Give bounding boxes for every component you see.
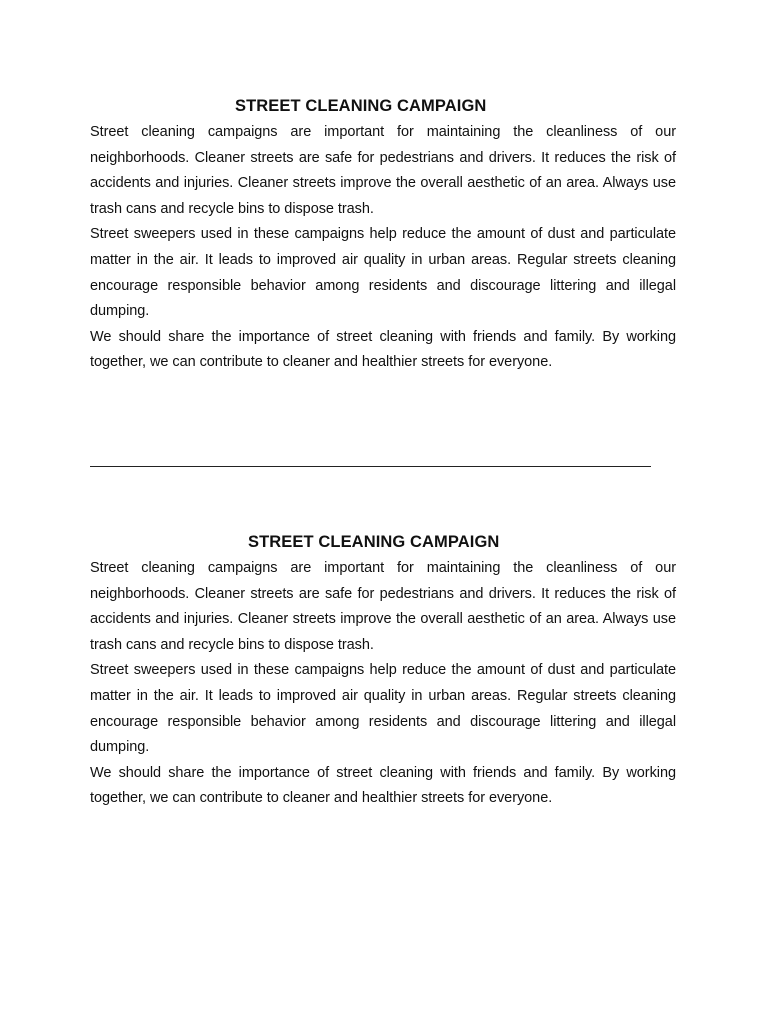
campaign-section-1 — [90, 92, 676, 376]
paragraph-1: Street cleaning campaigns are important for maintaining the cleanliness of our neighborhoods. Cleaner streets are safe for pedestrians and drivers. It reduces the risk of accidents and injuries. Cleaner streets improve the overall aesthetic of an area. Always use trash cans and recycle bins to dispose trash. — [90, 124, 676, 217]
campaign-section-2 — [90, 528, 676, 812]
paragraph-3: We should share the importance of street cleaning with friends and family. By working together, we can contribute to cleaner and healthier streets for everyone. — [90, 764, 676, 807]
paragraph-1: Street cleaning campaigns are important for maintaining the cleanliness of our neighborhoods. Cleaner streets are safe for pedestrians and drivers. It reduces the risk of accidents and injuries. Cleaner streets improve the overall aesthetic of an area. Always use trash cans and recycle bins to dispose trash. — [90, 560, 676, 653]
paragraph-2: Street sweepers used in these campaigns help reduce the amount of dust and particulate matter in the air. It leads to improved air quality in urban areas. Regular streets cleaning encourage responsible behavior among residents and discourage littering and illegal dumping. — [90, 226, 676, 320]
section-title: STREET CLEANING CAMPAIGN — [235, 97, 487, 115]
divider-line — [90, 466, 651, 467]
paragraph-3: We should share the importance of street cleaning with friends and family. By working together, we can contribute to cleaner and healthier streets for everyone. — [90, 328, 676, 371]
paragraph-2: Street sweepers used in these campaigns help reduce the amount of dust and particulate matter in the air. It leads to improved air quality in urban areas. Regular streets cleaning encourage responsible behavior among residents and discourage littering and illegal dumping. — [90, 662, 676, 756]
section-title: STREET CLEANING CAMPAIGN — [248, 533, 500, 551]
